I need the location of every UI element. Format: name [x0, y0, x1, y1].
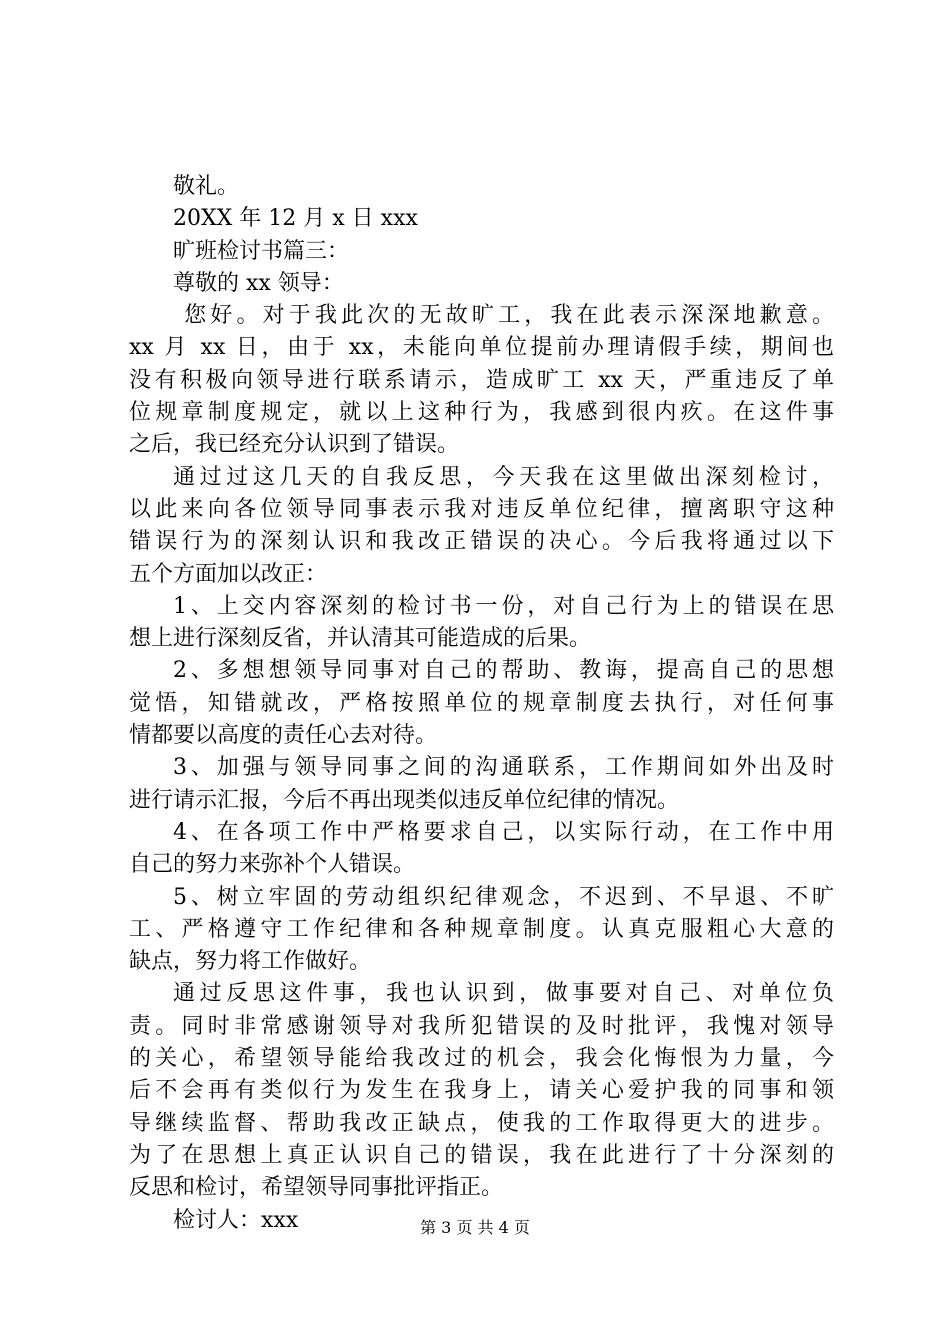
text-line: 4、在各项工作中严格要求自己，以实际行动，在工作中用 [173, 819, 834, 845]
text-line: 想上进行深刻反省，并认清其可能造成的后果。 [129, 626, 592, 652]
document-body [129, 171, 834, 1237]
text-line: 反思和检讨，希望领导同事批评指正。 [129, 1175, 504, 1201]
text-line: 错误行为的深刻认识和我改正错误的决心。今后我将通过以下 [129, 529, 834, 555]
text-line: 20XX 年 12 月 x 日 xxx [173, 206, 418, 232]
text-line: 工、严格遵守工作纪律和各种规章制度。认真克服粗心大意的 [129, 916, 834, 942]
text-line: 检讨人：xxx [173, 1207, 299, 1233]
text-line: 位规章制度规定，就以上这种行为，我感到很内疚。在这件事 [129, 400, 834, 426]
text-line: 3、加强与领导同事之间的沟通联系，工作期间如外出及时 [173, 755, 834, 781]
text-line: 觉悟，知错就改，严格按照单位的规章制度去执行，对任何事 [129, 690, 834, 716]
text-line: 五个方面加以改正： [129, 561, 328, 587]
text-line: 敬礼。 [173, 174, 240, 199]
text-line: 的关心，希望领导能给我改过的机会，我会化悔恨为力量，今 [129, 1046, 834, 1072]
text-line: 以此来向各位领导同事表示我对违反单位纪律，擅离职守这种 [129, 496, 834, 522]
text-line: 进行请示汇报，今后不再出现类似违反单位纪律的情况。 [129, 787, 680, 813]
text-line: 没有积极向领导进行联系请示，造成旷工 xx 天，严重违反了单 [129, 367, 834, 393]
text-line: 责。同时非常感谢领导对我所犯错误的及时批评，我愧对领导 [129, 1013, 834, 1039]
text-line: xx 月 xx 日，由于 xx，未能向单位提前办理请假手续，期间也 [129, 335, 834, 361]
text-line: 尊敬的 xx 领导： [173, 270, 344, 296]
text-line: 旷班检讨书篇三： [173, 238, 350, 264]
text-line: 5、树立牢固的劳动组织纪律观念，不迟到、不早退、不旷 [173, 884, 834, 910]
text-line: 自己的努力来弥补个人错误。 [129, 852, 416, 878]
text-line: 通过反思这件事，我也认识到，做事要对自己、对单位负 [173, 981, 834, 1007]
text-line: 缺点，努力将工作做好。 [129, 949, 372, 975]
text-line: 2、多想想领导同事对自己的帮助、教诲，提高自己的思想 [173, 658, 834, 684]
text-line: 导继续监督、帮助我改正缺点，使我的工作取得更大的进步。 [129, 1110, 834, 1136]
text-line: 后不会再有类似行为发生在我身上，请关心爱护我的同事和领 [129, 1078, 834, 1104]
page-footer: 第 3 页 共 4 页 [420, 1218, 530, 1237]
text-line: 您好。对于我此次的无故旷工，我在此表示深深地歉意。 [173, 303, 834, 329]
text-line: 1、上交内容深刻的检讨书一份，对自己行为上的错误在思 [173, 593, 834, 619]
text-line: 通过过这几天的自我反思，今天我在这里做出深刻检讨， [173, 464, 834, 490]
text-line: 之后，我已经充分认识到了错误。 [129, 432, 460, 458]
text-line: 为了在思想上真正认识自己的错误，我在此进行了十分深刻的 [129, 1142, 834, 1168]
text-line: 情都要以高度的责任心去对待。 [129, 723, 438, 749]
